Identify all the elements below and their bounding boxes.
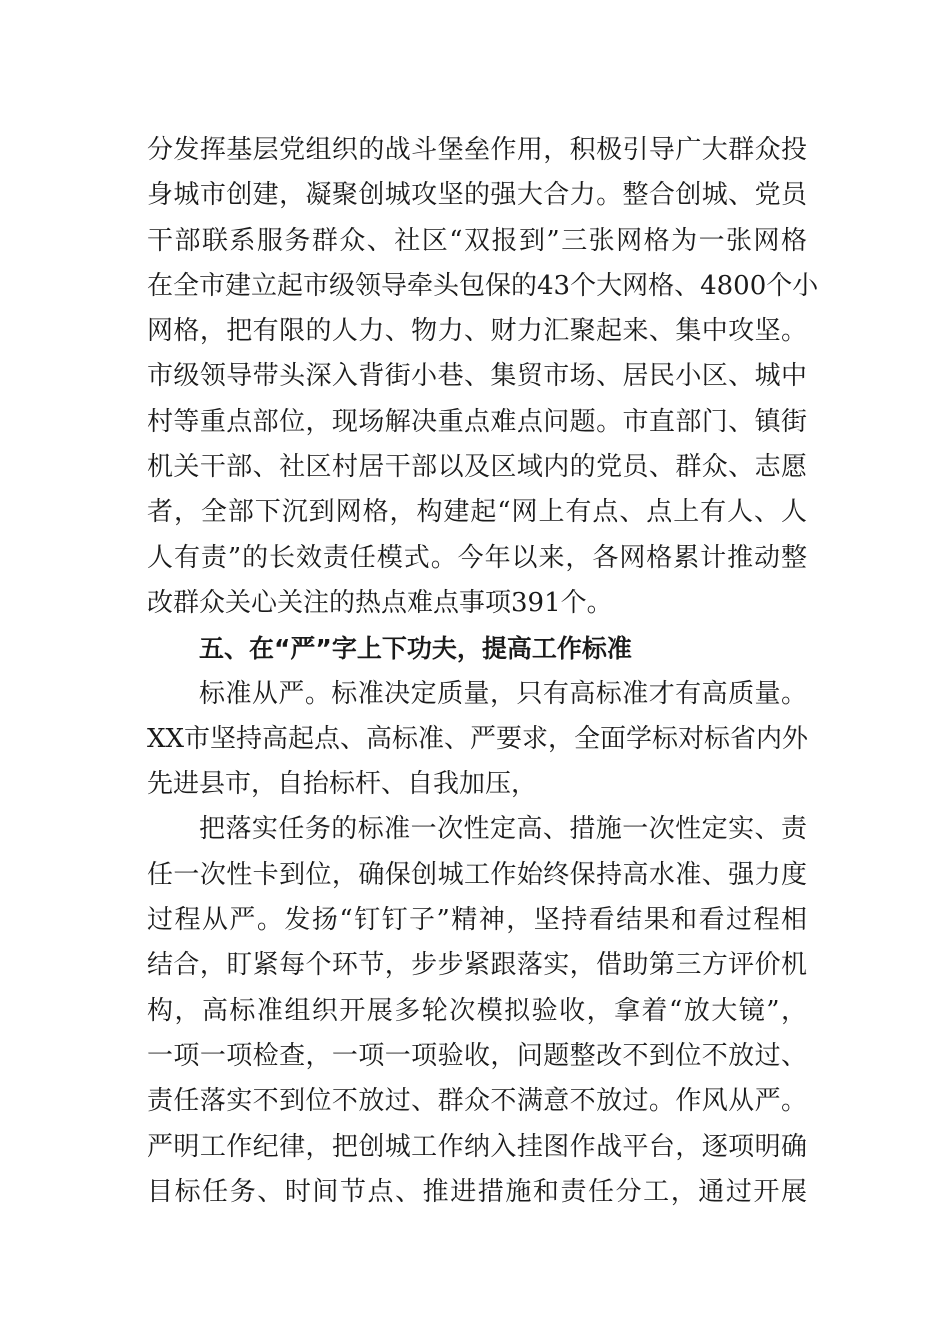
paragraph-2-line: 先进县市，自抬标杆、自我加压， (147, 769, 538, 800)
body-text (147, 128, 819, 1215)
paragraph-1-line: 人有责”的长效责任模式。今年以来，各网格累计推动整 (147, 542, 807, 573)
paragraph-1-line: 干部联系服务群众、社区“双报到”三张网格为一张网格 (147, 225, 807, 256)
paragraph-3-line: 目标任务、时间节点、推进措施和责任分工，通过开展 (147, 1176, 807, 1207)
paragraph-1-line: 村等重点部位，现场解决重点难点问题。市直部门、镇街 (147, 406, 807, 437)
paragraph-1-line: 机关干部、社区村居干部以及区域内的党员、群众、志愿 (147, 452, 807, 483)
paragraph-3-line: 构，高标准组织开展多轮次模拟验收，拿着“放大镜”， (147, 995, 807, 1026)
paragraph-1-line: 身城市创建，凝聚创城攻坚的强大合力。整合创城、党员 (147, 180, 807, 211)
paragraph-1-line: 市级领导带头深入背街小巷、集贸市场、居民小区、城中 (147, 361, 807, 392)
paragraph-2-line: 标准从严。标准决定质量，只有高标准才有高质量。 (199, 678, 807, 709)
paragraph-1-line: 网格，把有限的人力、物力、财力汇聚起来、集中攻坚。 (147, 316, 807, 347)
paragraph-1-line: 分发挥基层党组织的战斗堡垒作用，积极引导广大群众投 (147, 135, 807, 165)
paragraph-1-line: 在全市建立起市级领导牵头包保的43个大网格、4800个小 (147, 270, 819, 301)
paragraph-3-line: 过程从严。发扬“钉钉子”精神，坚持看结果和看过程相 (147, 905, 807, 936)
section-heading: 五、在“严”字上下功夫，提高工作标准 (199, 634, 632, 664)
paragraph-1-line: 改群众关心关注的热点难点事项391个。 (147, 587, 613, 618)
paragraph-3-line: 责任落实不到位不放过、群众不满意不放过。作风从严。 (147, 1086, 807, 1117)
paragraph-3-line: 把落实任务的标准一次性定高、措施一次性定实、责 (199, 814, 807, 845)
paragraph-3-line: 一项一项检查，一项一项验收，问题整改不到位不放过、 (147, 1040, 807, 1071)
paragraph-3-line: 任一次性卡到位，确保创城工作始终保持高水准、强力度 (147, 859, 807, 890)
paragraph-2-line: XX市坚持高起点、高标准、严要求，全面学标对标省内外 (147, 723, 809, 754)
paragraph-3-line: 结合，盯紧每个环节，步步紧跟落实，借助第三方评价机 (147, 950, 807, 981)
paragraph-3-line: 严明工作纪律，把创城工作纳入挂图作战平台，逐项明确 (147, 1131, 807, 1162)
paragraph-1-line: 者，全部下沉到网格，构建起“网上有点、点上有人、人 (147, 497, 807, 528)
